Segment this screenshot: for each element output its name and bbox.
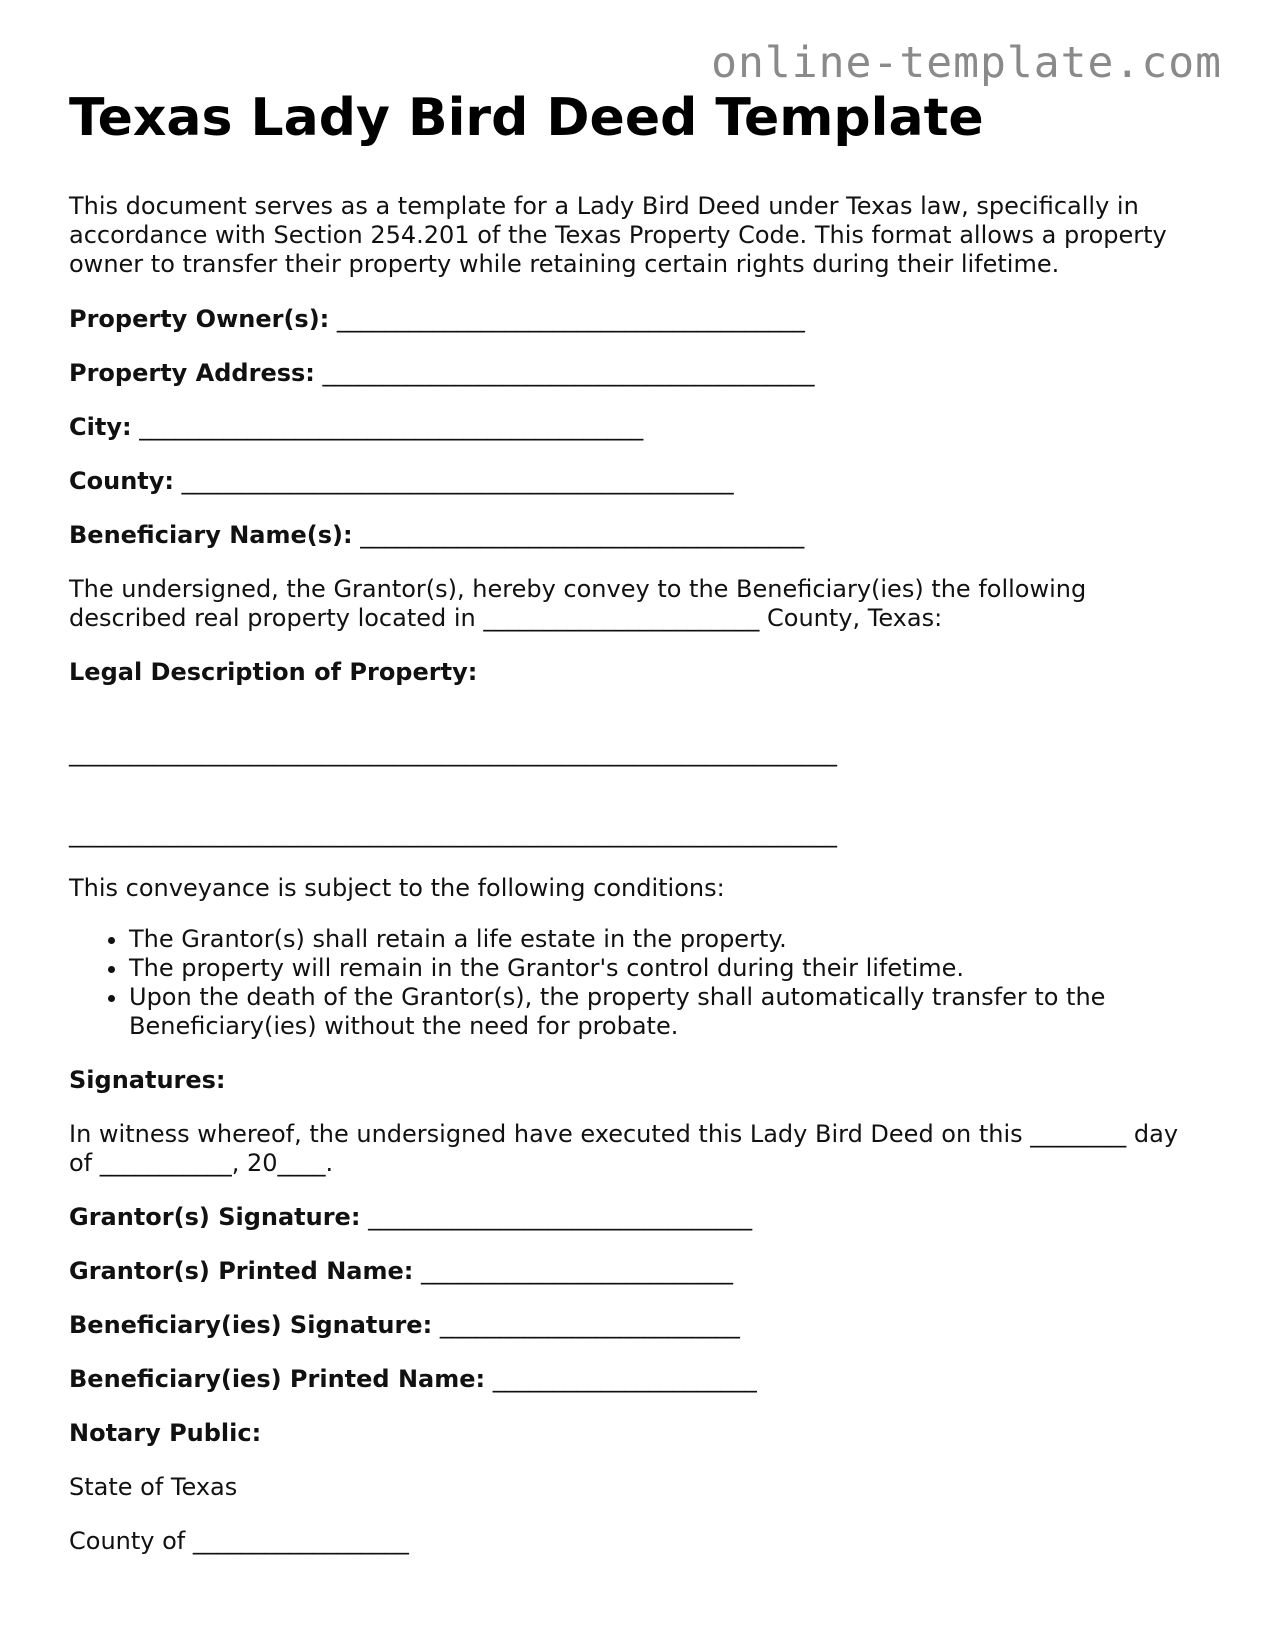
field-label: Property Address: <box>69 359 315 387</box>
property-owners-blank[interactable]: _______________________________________ <box>336 305 805 333</box>
field-label: Beneficiary Name(s): <box>69 521 353 549</box>
property-address-blank[interactable]: _________________________________________ <box>322 359 815 387</box>
beneficiary-signature-blank[interactable]: _________________________ <box>439 1311 740 1339</box>
field-label: County: <box>69 467 174 495</box>
spacer <box>69 793 1184 820</box>
field-label: City: <box>69 413 132 441</box>
county-field <box>69 467 1184 496</box>
beneficiary-signature-field <box>69 1311 1184 1340</box>
notary-state: State of Texas <box>69 1473 238 1501</box>
notary-heading: Notary Public: <box>69 1419 262 1447</box>
list-item: • The property will remain in the Grantor's control during their lifetime. <box>129 954 1184 983</box>
county-blank[interactable]: ______________________________________________ <box>181 467 734 495</box>
city-blank[interactable]: __________________________________________ <box>139 413 644 441</box>
property-owners-field <box>69 305 1184 334</box>
field-label: Grantor(s) Signature: <box>69 1203 361 1231</box>
grantor-printed-name-blank[interactable]: __________________________ <box>421 1257 734 1285</box>
intro-paragraph: This document serves as a template for a Lady Bird Deed under Texas law, specifically in accordance with Section 254.201 of the Texas Property Code. This format allows a property owner to transfer their property while retaining certain rights during their lifetime. <box>69 192 1167 278</box>
conveyance-paragraph <box>69 575 1184 633</box>
grantor-printed-name-field <box>69 1257 1184 1286</box>
beneficiary-printed-name-field <box>69 1365 1184 1394</box>
document-page <box>69 86 1184 1581</box>
notary-county-blank[interactable]: __________________ <box>192 1527 409 1555</box>
spacer <box>69 712 1184 739</box>
beneficiary-names-blank[interactable]: _____________________________________ <box>360 521 805 549</box>
conditions-list <box>69 925 1184 1041</box>
list-item: • Upon the death of the Grantor(s), the property shall automatically transfer to the Beneficiary(ies) without the need for probate. <box>129 983 1184 1041</box>
beneficiary-names-field <box>69 521 1184 550</box>
conveyance-text: The undersigned, the Grantor(s), hereby convey to the Beneficiary(ies) the following described real property located in <box>69 575 1087 632</box>
property-address-field <box>69 359 1184 388</box>
witness-paragraph: In witness whereof, the undersigned have executed this Lady Bird Deed on this ________ day of ___________, 20____. <box>69 1120 1179 1177</box>
grantor-signature-blank[interactable]: ________________________________ <box>368 1203 753 1231</box>
signatures-heading: Signatures: <box>69 1066 226 1094</box>
legal-description-heading: Legal Description of Property: <box>69 658 478 686</box>
conditions-intro: This conveyance is subject to the following conditions: <box>69 874 725 902</box>
page-title: Texas Lady Bird Deed Template <box>69 88 984 148</box>
notary-county <box>69 1527 1184 1556</box>
legal-description-line[interactable]: ________________________________________________________________ <box>69 739 837 767</box>
beneficiary-printed-name-blank[interactable]: ______________________ <box>492 1365 757 1393</box>
list-item: • The Grantor(s) shall retain a life estate in the property. <box>129 925 1184 954</box>
field-label: Property Owner(s): <box>69 305 330 333</box>
city-field <box>69 413 1184 442</box>
notary-county-label: County of <box>69 1527 193 1555</box>
grantor-signature-field <box>69 1203 1184 1232</box>
field-label: Grantor(s) Printed Name: <box>69 1257 414 1285</box>
field-label: Beneficiary(ies) Signature: <box>69 1311 433 1339</box>
conveyance-text-end: County, Texas: <box>759 604 943 632</box>
legal-description-line[interactable]: ________________________________________________________________ <box>69 820 837 848</box>
conveyance-county-blank[interactable]: _______________________ <box>483 604 760 632</box>
watermark: online-template.com <box>711 38 1222 88</box>
field-label: Beneficiary(ies) Printed Name: <box>69 1365 486 1393</box>
